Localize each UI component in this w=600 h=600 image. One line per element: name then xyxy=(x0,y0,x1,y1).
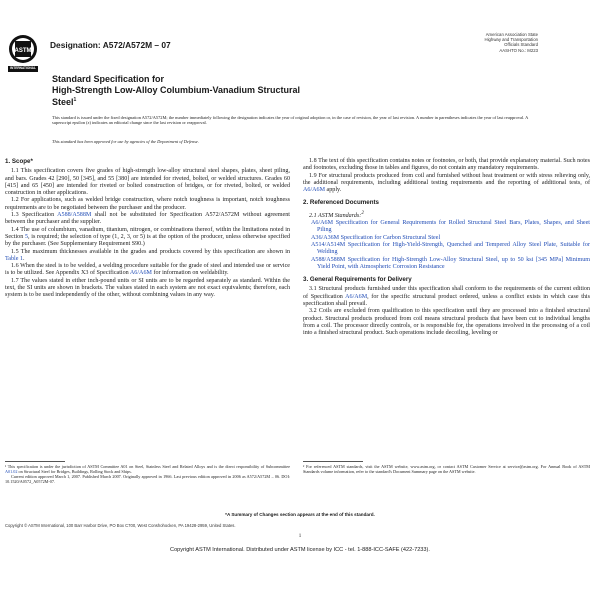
link-a6[interactable]: A6/A6M xyxy=(345,293,368,300)
para-3-1 xyxy=(303,286,590,308)
title-line-2: High-Strength Low-Alloy Columbium-Vanadium Structural xyxy=(52,84,301,95)
assoc-line: American Association State xyxy=(485,32,538,37)
para-text: 1.9 For structural products produced from coil and furnished without heat treatment or with stress relieving only, the additional requirements, including additional testing requirements and the reporting of additional tests, of xyxy=(303,172,590,186)
reference-title[interactable]: Specification for Carbon Structural Steel xyxy=(340,234,441,241)
assoc-line: Officials Standard xyxy=(504,42,538,48)
reference-title[interactable]: Specification for High-Strength Low-Alloy Structural Steel, up to 50 ksi [345 MPa] Minimum Yield Point, with Atmospheric Corrosion Resistance xyxy=(317,256,590,270)
right-column xyxy=(303,158,590,338)
astm-logo xyxy=(6,33,40,77)
section-heading-general-requirements: 3. General Requirements for Delivery xyxy=(303,276,412,284)
svg-text:ASTM: ASTM xyxy=(14,48,32,54)
reference-code[interactable]: A36/A36M xyxy=(311,234,340,241)
fn-text: on Structural Steel for Bridges, Buildings, Rolling Stock and Ships. xyxy=(17,469,132,474)
footnote-1-edition: Current edition approved March 1, 2007. Published March 2007. Originally approved in 1966. Last previous edition approved in 2006 as A572/A572M – 06. DOI: 10.1520/A0572_A0572M-07. xyxy=(5,474,290,484)
para-text: 1.3 Specification xyxy=(11,212,58,219)
para-1-2: 1.2 For applications, such as welded bridge construction, where notch toughness is important, notch toughness requirements are to be negotiated between the purchaser and the producer. xyxy=(5,197,290,211)
para-text: 1.4 The use of columbium, vanadium, titanium, nitrogen, or combinations thereof, within the limitations noted in Section xyxy=(5,226,290,240)
reference-item[interactable] xyxy=(311,235,590,242)
summary-of-changes-note: *A Summary of Changes section appears at the end of this standard. xyxy=(225,512,375,517)
para-text: , is required; the selection of type (1, 2, 3, or 5) is at the option of the producer, unless otherwise specified by the purchaser. (See Supplementary Requirement S90.) xyxy=(5,233,290,248)
para-text: apply. xyxy=(325,187,342,194)
dod-approval: This standard has been approved for use by agencies of the Department of Defense. xyxy=(52,139,199,144)
footnote-divider xyxy=(5,461,65,462)
section-heading-referenced-documents: 2. Referenced Documents xyxy=(303,199,379,207)
page-title xyxy=(52,74,352,108)
reference-title[interactable]: Specification for General Requirements for Rolled Structural Steel Bars, Plates, Shapes, and Sheet Piling xyxy=(317,220,590,234)
para-1-1: 1.1 This specification covers five grades of high-strength low-alloy structural steel shapes, plates, sheet piling, and bars. Grades 42 [290], 50 [345], and 55 [380] are intended for riveted, bolted, or welded structures. Grades 60 [415] and 65 [450] are intended for riveted or bolted construction of bridges, or for riveted, bolted, or welded construction in other applications. xyxy=(5,168,290,197)
para-1-7: 1.7 The values stated in either inch-pound units or SI units are to be regarded separately as standard. Within the text, the SI units are shown in brackets. The values stated in each system are not exact equivalents; therefore, each system is to be used independently of the other, without combining values in any way. xyxy=(5,277,290,299)
logo-text: INTERNATIONAL xyxy=(10,66,36,70)
para-1-3 xyxy=(5,212,290,227)
reference-code[interactable]: A514/A514M xyxy=(311,242,346,248)
subheading-text: 2.1 ASTM Standards: xyxy=(309,212,362,219)
footnote-ref-2[interactable]: 2 xyxy=(361,209,364,216)
para-1-8: 1.8 The text of this specification contains notes or footnotes, or both, that provide explanatory material. Such notes and footnotes, excluding those in tables and figures, do not contain any mandatory requirements. xyxy=(303,158,590,172)
astm-standards-subheading xyxy=(303,210,590,220)
para-text: . xyxy=(23,255,25,262)
para-text: shall not be substituted for Specification A572/A572M without agreement between the purchaser and the supplier. xyxy=(5,212,290,226)
footnote-1 xyxy=(5,464,290,484)
title-line-1: Standard Specification for xyxy=(52,74,165,84)
reference-title[interactable]: Specification for High-Yield-Strength, Quenched and Tempered Alloy Steel Plate, Suitable for Welding xyxy=(317,242,590,256)
para-1-4 xyxy=(5,227,290,249)
footnote-1-text xyxy=(5,464,290,474)
para-text: 1.5 The maximum thicknesses available in the grades and products covered by this specification are shown in xyxy=(11,248,290,255)
fn-text: ¹ This specification is under the jurisdiction of ASTM Committee A01 on Steel, Stainless Steel and Related Alloys and is the direct responsibility of Subcommittee xyxy=(5,464,290,469)
distribution-notice: Copyright ASTM International. Distributed under ASTM license by ICC - tel. 1-888-ICC-SAFE (422-7233). xyxy=(170,547,430,553)
para-text: for information on weldability. xyxy=(151,270,229,277)
title-steel: Steel xyxy=(52,97,74,107)
link-a01-02[interactable]: A01.02 xyxy=(5,469,18,474)
title-line-3 xyxy=(52,95,352,108)
reference-code[interactable]: A6/A6M xyxy=(311,220,334,227)
para-1-9 xyxy=(303,173,590,195)
para-1-5 xyxy=(5,249,290,264)
copyright-line: Copyright © ASTM International, 100 Barr Harbor Drive, PO Box C700, West Conshohocken, PA 19428-2959, United States. xyxy=(5,523,236,528)
section-heading-scope: 1. Scope* xyxy=(5,158,33,165)
link-section-5[interactable]: 5 xyxy=(25,233,29,240)
intro-paragraph: This standard is issued under the fixed designation A572/A572M; the number immediately following the designation indicates the year of original adoption or, in the case of revision, the year of last revision. A number in parentheses indicates the year of last reapproval. A superscript epsilon (ε) indicates an editorial change since the last revision or reapproval. xyxy=(52,115,529,126)
link-a6[interactable]: A6/A6M xyxy=(303,187,326,194)
footnote-2: ² For referenced ASTM standards, visit the ASTM website, www.astm.org, or contact ASTM Customer Service at service@astm.org. For Annual Book of ASTM Standards volume information, refer to the standard's Document Summary page on the ASTM website. xyxy=(303,464,590,474)
para-text: 1.6 When the steel is to be welded, a welding procedure suitable for the grade of steel and intended use or service is to be utilized. See Appendix X3 of Specification xyxy=(5,263,290,277)
title-footnote-ref[interactable]: 1 xyxy=(73,97,77,103)
reference-code[interactable]: A588/A588M xyxy=(311,256,346,263)
reference-item[interactable] xyxy=(311,242,590,257)
para-text: 3.1 Structural products furnished under this specification shall conform to the requirements of the current edition of Specification xyxy=(303,286,590,300)
reference-item[interactable] xyxy=(311,220,590,235)
link-table-1[interactable]: Table 1 xyxy=(5,255,24,262)
left-column xyxy=(5,158,290,300)
link-a6[interactable]: A6/A6M xyxy=(129,270,152,277)
aashto-note xyxy=(418,32,538,53)
para-text: , for the specific structural product ordered, unless a conflict exists in which case this specification shall prevail. xyxy=(303,293,590,308)
assoc-line: AASHTO No.: M223 xyxy=(499,47,538,53)
para-3-2: 3.2 Coils are excluded from qualification to this specification until they are processed into a finished structural product. Structural products produced from coil means structural products that have been cut to individual lengths from a coil. The processor directly controls, or is responsible for, the operations involved in the processing of a coil into a finished structural product. Such operations include decoiling, leveling or xyxy=(303,308,590,337)
designation: Designation: A572/A572M – 07 xyxy=(50,40,171,50)
link-a588[interactable]: A588/A588M xyxy=(57,212,92,219)
assoc-line: Highway and Transportation xyxy=(484,37,538,43)
footnote-divider xyxy=(303,461,363,462)
para-1-6 xyxy=(5,263,290,278)
astm-logo-icon xyxy=(6,33,40,77)
reference-item[interactable] xyxy=(311,257,590,272)
page-number: 1 xyxy=(298,534,302,539)
